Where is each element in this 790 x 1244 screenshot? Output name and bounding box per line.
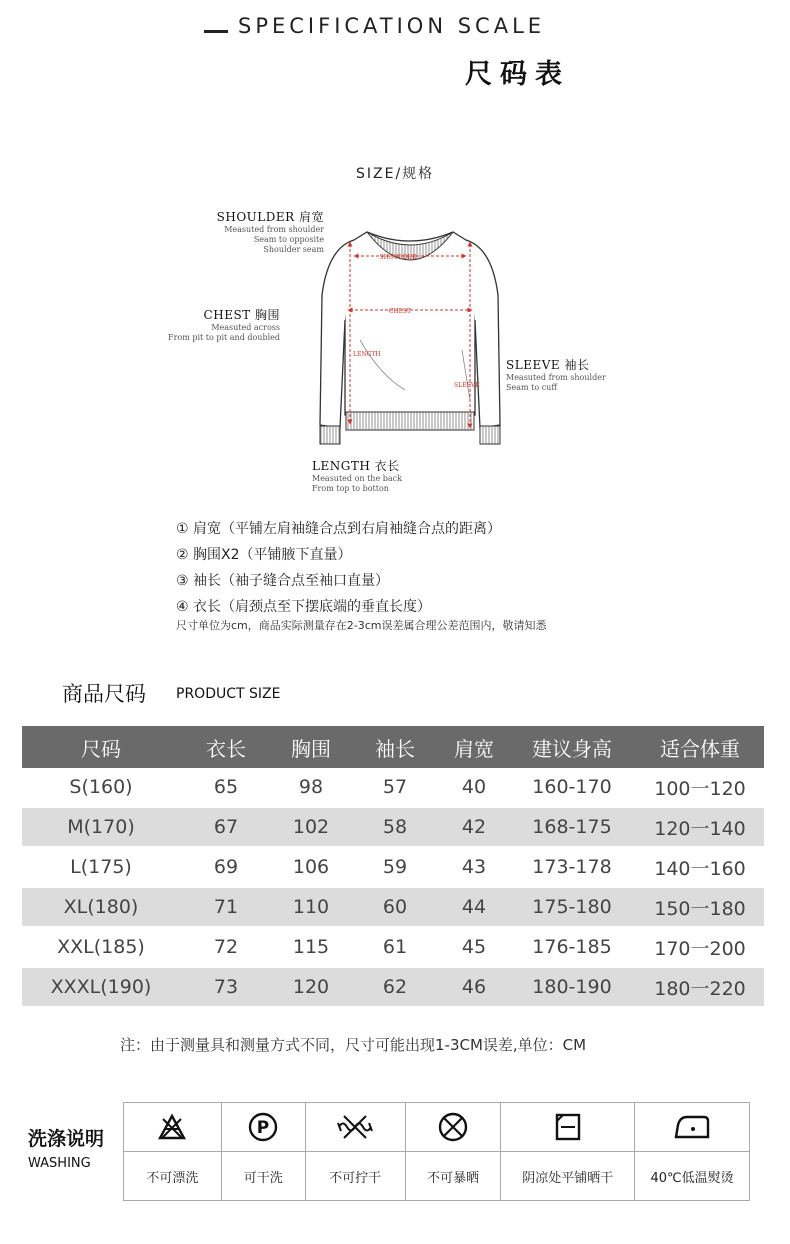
table-cell: XL(180) <box>22 887 180 927</box>
length-desc-1: Measuted on the back <box>312 474 402 483</box>
chest-desc-1: Measuted across <box>211 323 280 332</box>
table-cell: 73 <box>180 967 272 1007</box>
sleeve-measure-tag: SLEEVE <box>454 382 480 389</box>
chest-desc-2: From pit to pit and doubled <box>168 333 280 342</box>
table-cell: 170一200 <box>636 927 764 967</box>
shoulder-desc-1: Measuted from shoulder <box>224 225 324 234</box>
no-tumble-dry-icon <box>437 1111 469 1143</box>
table-cell: 173-178 <box>508 847 636 887</box>
shoulder-measure-tag: SHOULDER <box>379 254 417 261</box>
sleeve-desc-1: Measuted from shoulder <box>506 373 606 382</box>
table-cell: M(170) <box>22 807 180 847</box>
header-dash <box>204 30 228 33</box>
col-header: 建议身高 <box>508 726 636 768</box>
washing-label-row <box>124 1152 750 1201</box>
chest-annotation <box>150 306 280 343</box>
measurement-notes <box>176 516 501 620</box>
table-row <box>22 768 764 807</box>
chest-measure-tag: CHEST <box>388 308 412 315</box>
shoulder-title: SHOULDER 肩宽 <box>216 210 324 224</box>
table-row <box>22 807 764 847</box>
table-cell: 67 <box>180 807 272 847</box>
hem-rib <box>346 412 474 430</box>
sleeve-title: SLEEVE 袖长 <box>506 358 590 372</box>
washing-label: 不可漂洗 <box>124 1152 222 1201</box>
col-header: 袖长 <box>350 726 440 768</box>
footnote: 注：由于测量具和测量方式不同，尺寸可能出现1-3CM误差,单位：CM <box>120 1036 587 1054</box>
table-cell: 59 <box>350 847 440 887</box>
note-sleeve: ③ 袖长（袖子缝合点至袖口直量） <box>176 573 390 589</box>
table-cell: 102 <box>272 807 350 847</box>
table-cell: 106 <box>272 847 350 887</box>
table-cell: 176-185 <box>508 927 636 967</box>
sleeve-annotation <box>506 356 636 393</box>
product-size-title-en: PRODUCT SIZE <box>176 686 281 702</box>
washing-title-en: WASHING <box>28 1156 91 1171</box>
left-cuff <box>320 426 340 444</box>
table-cell: 44 <box>440 887 508 927</box>
table-cell: 43 <box>440 847 508 887</box>
washing-label: 不可拧干 <box>305 1152 405 1201</box>
table-cell: 69 <box>180 847 272 887</box>
svg-text:P: P <box>257 1118 270 1138</box>
table-cell: XXXL(190) <box>22 967 180 1007</box>
table-cell: 168-175 <box>508 807 636 847</box>
table-cell: 180一220 <box>636 967 764 1007</box>
chest-title: CHEST 胸围 <box>203 308 280 322</box>
table-cell: 115 <box>272 927 350 967</box>
length-desc-2: From top to botton <box>312 484 389 493</box>
washing-label: 40℃低温熨烫 <box>635 1152 750 1201</box>
col-header: 肩宽 <box>440 726 508 768</box>
note-length: ④ 衣长（肩颈点至下摆底端的垂直长度） <box>176 599 431 615</box>
table-cell: 40 <box>440 768 508 807</box>
table-cell: 42 <box>440 807 508 847</box>
table-cell: L(175) <box>22 847 180 887</box>
washing-label: 阴凉处平铺晒干 <box>501 1152 635 1201</box>
note-shoulder: ① 肩宽（平铺左肩袖缝合点到右肩袖缝合点的距离） <box>176 521 501 537</box>
shoulder-annotation <box>208 208 324 255</box>
length-annotation <box>312 457 442 494</box>
table-cell: 150一180 <box>636 887 764 927</box>
shoulder-desc-3: Shoulder seam <box>263 245 324 254</box>
size-label: SIZE/规格 <box>356 166 435 182</box>
table-cell: 72 <box>180 927 272 967</box>
table-cell: 57 <box>350 768 440 807</box>
table-cell: 110 <box>272 887 350 927</box>
dry-clean-icon <box>247 1111 279 1143</box>
table-cell: 120 <box>272 967 350 1007</box>
table-cell: 180-190 <box>508 967 636 1007</box>
dry-flat-shade-icon <box>553 1112 583 1142</box>
no-bleach-icon <box>157 1113 187 1141</box>
table-row <box>22 847 764 887</box>
header-title-en: SPECIFICATION SCALE <box>238 14 546 38</box>
col-header: 尺码 <box>22 726 180 768</box>
table-cell: 140一160 <box>636 847 764 887</box>
shoulder-desc-2: Seam to opposite <box>253 235 324 244</box>
table-cell: 45 <box>440 927 508 967</box>
no-wring-icon <box>335 1113 375 1141</box>
table-cell: S(160) <box>22 768 180 807</box>
table-row <box>22 967 764 1007</box>
table-cell: 58 <box>350 807 440 847</box>
iron-low-icon <box>671 1113 713 1141</box>
col-header: 衣长 <box>180 726 272 768</box>
table-cell: 160-170 <box>508 768 636 807</box>
table-cell: 65 <box>180 768 272 807</box>
washing-label: 不可暴晒 <box>405 1152 501 1201</box>
washing-label: 可干洗 <box>221 1152 305 1201</box>
table-cell: 60 <box>350 887 440 927</box>
table-cell: 46 <box>440 967 508 1007</box>
length-measure-tag: LENGTH <box>353 351 381 358</box>
size-table-header <box>22 726 764 768</box>
length-title: LENGTH 衣长 <box>312 459 400 473</box>
table-row <box>22 887 764 927</box>
washing-icon-row <box>124 1103 750 1152</box>
sleeve-desc-2: Seam to cuff <box>506 383 558 392</box>
header-title-cn: 尺码表 <box>465 59 570 90</box>
unit-note: 尺寸单位为cm，商品实际测量存在2-3cm误差属合理公差范围内，敬请知悉 <box>176 619 547 632</box>
table-cell: 62 <box>350 967 440 1007</box>
table-cell: 98 <box>272 768 350 807</box>
size-table <box>22 726 764 1008</box>
product-size-title-cn: 商品尺码 <box>62 682 146 706</box>
table-cell: 100一120 <box>636 768 764 807</box>
right-cuff <box>480 426 500 444</box>
col-header: 适合体重 <box>636 726 764 768</box>
table-cell: 71 <box>180 887 272 927</box>
table-cell: 61 <box>350 927 440 967</box>
col-header: 胸围 <box>272 726 350 768</box>
table-cell: XXL(185) <box>22 927 180 967</box>
washing-table <box>123 1102 750 1201</box>
table-cell: 120一140 <box>636 807 764 847</box>
note-chest: ② 胸围X2（平铺腋下直量） <box>176 547 352 563</box>
washing-title-cn: 洗涤说明 <box>28 1128 105 1150</box>
table-row <box>22 927 764 967</box>
table-cell: 175-180 <box>508 887 636 927</box>
